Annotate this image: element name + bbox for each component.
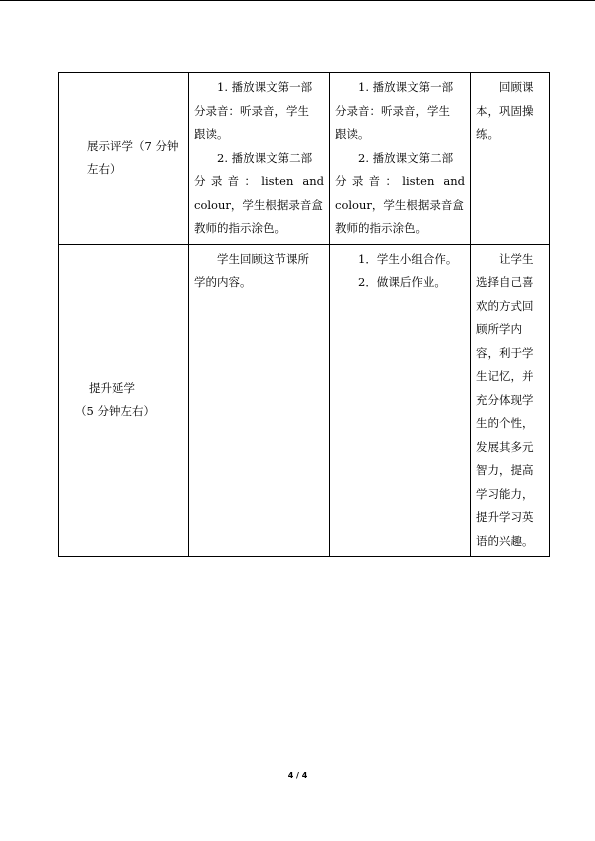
page-number: 4 / 4	[287, 771, 308, 780]
text-line: 智力，提高	[476, 463, 534, 477]
text-line: 学习能力，	[476, 486, 534, 501]
text-line: 2. 播放课文第二部	[358, 150, 454, 165]
student-activity-cell	[330, 244, 471, 557]
text-line: 1. 播放课文第一部	[217, 80, 313, 94]
text-line: 提升学习英	[476, 510, 534, 524]
text-line: 分录音：listen and	[194, 174, 324, 188]
text-line: 充分体现学	[476, 392, 534, 407]
design-intent-cell	[471, 244, 550, 557]
table-row	[59, 73, 550, 245]
stage-label: 提升延学	[89, 380, 135, 395]
stage-label: 展示评学（7 分钟	[87, 138, 179, 153]
table-row	[59, 244, 550, 557]
text-line: 发展其多元	[476, 439, 534, 454]
text-line: 回顾课	[499, 80, 534, 94]
text-line: 1. 播放课文第一部	[358, 80, 454, 94]
design-intent-cell	[471, 73, 550, 245]
text-line: 分录音：listen and	[335, 174, 465, 188]
text-line: 练。	[476, 127, 499, 141]
text-line: 跟读。	[194, 127, 229, 141]
text-line: 让学生	[499, 251, 534, 266]
text-line: 本，巩固操	[476, 103, 534, 118]
text-line: 容，利于学	[476, 345, 534, 360]
text-line: 学的内容。	[194, 275, 252, 289]
text-line: 跟读。	[335, 127, 370, 141]
stage-label-cont: （5 分钟左右）	[75, 404, 155, 419]
teacher-activity-cell	[189, 244, 330, 557]
text-line: 教师的指示涂色。	[335, 221, 427, 235]
header-rule	[0, 0, 595, 1]
text-line: 分录音：听录音，学生	[194, 103, 309, 118]
text-line: 学生回顾这节课所	[217, 251, 309, 266]
text-line: 2．做课后作业。	[358, 275, 446, 289]
text-line: 顾所学内	[476, 322, 522, 336]
text-line: 选择自己喜	[476, 275, 534, 289]
stage-label-cont: 左右）	[87, 162, 122, 177]
text-line: 教师的指示涂色。	[194, 221, 286, 235]
text-line: colour，学生根据录音盒	[335, 197, 464, 212]
stage-cell	[59, 244, 189, 557]
text-line: colour，学生根据录音盒	[194, 197, 323, 212]
teacher-activity-cell	[189, 73, 330, 245]
text-line: 分录音：听录音，学生	[335, 103, 450, 118]
text-line: 语的兴趣。	[476, 533, 534, 548]
text-line: 2. 播放课文第二部	[217, 150, 313, 165]
text-line: 1．学生小组合作。	[358, 251, 458, 266]
lesson-plan-table	[58, 72, 550, 557]
text-line: 生的个性，	[476, 416, 534, 430]
stage-cell	[59, 73, 189, 245]
student-activity-cell	[330, 73, 471, 245]
text-line: 生记忆，并	[476, 369, 534, 383]
text-line: 欢的方式回	[476, 298, 534, 313]
